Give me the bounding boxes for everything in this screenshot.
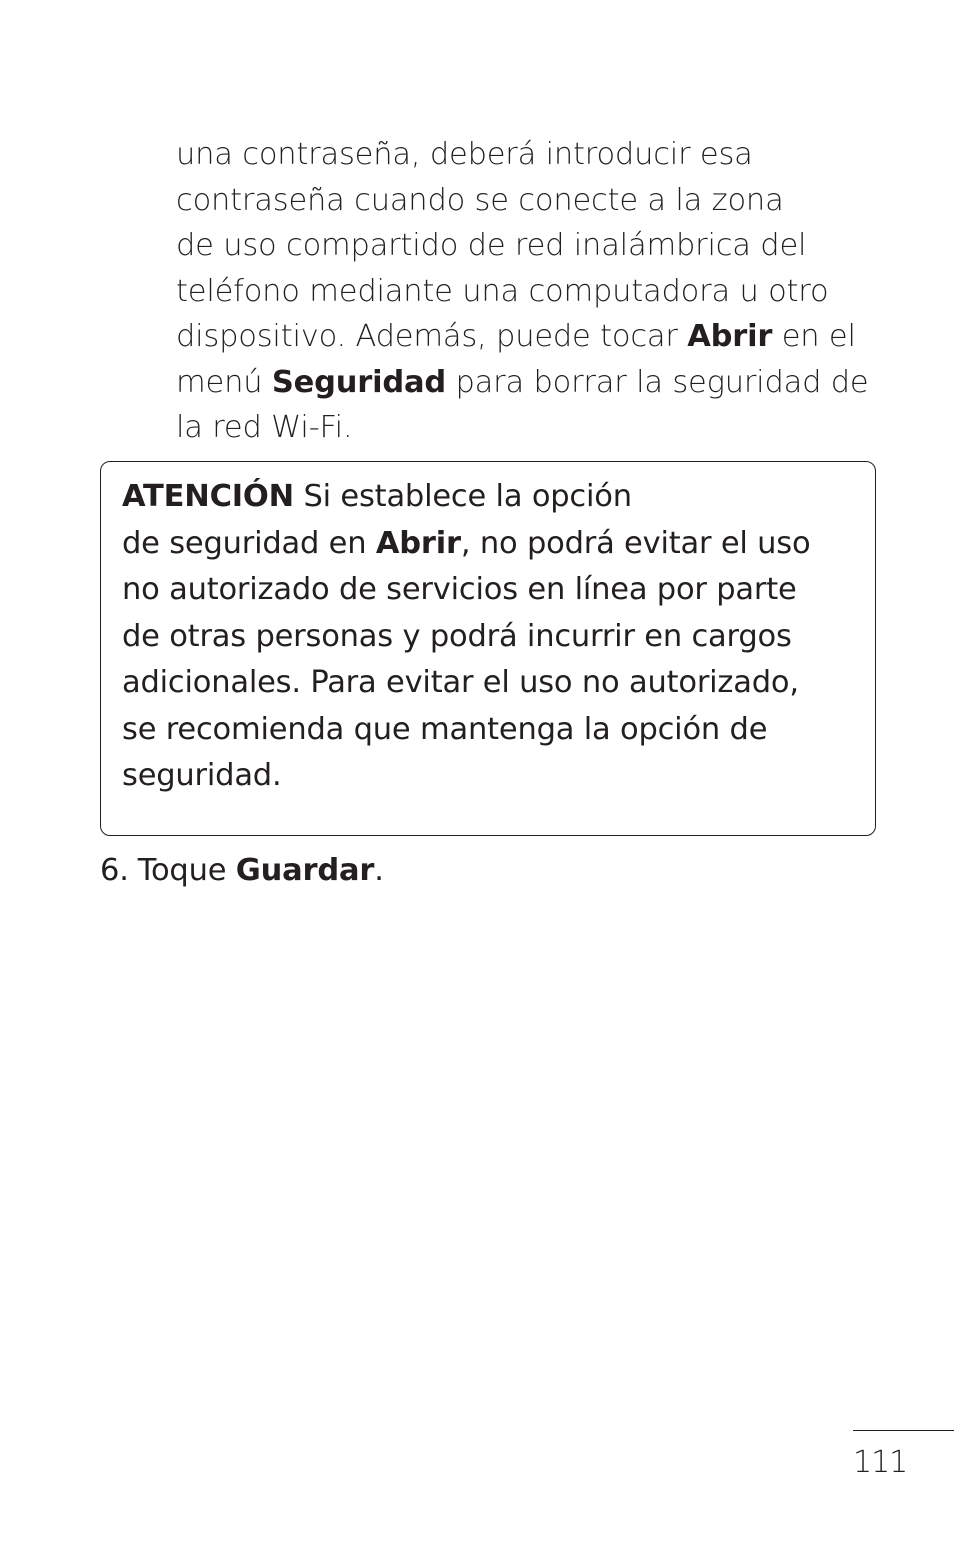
- paragraph-line: contraseña cuando se conecte a la zona: [176, 182, 784, 218]
- page-number: 111: [853, 1445, 908, 1480]
- paragraph-text: en el: [772, 319, 856, 354]
- caution-text: [122, 474, 862, 800]
- caution-line: seguridad.: [122, 758, 282, 793]
- paragraph-text: para borrar la seguridad de: [446, 364, 869, 400]
- caution-text-span: de seguridad en: [122, 525, 376, 561]
- caution-line: [122, 474, 862, 521]
- caution-label: ATENCIÓN: [122, 479, 294, 514]
- caution-text-span: Si establece la opción: [294, 479, 632, 514]
- paragraph-line: la red Wi-Fi.: [176, 410, 353, 445]
- guardar-term: Guardar: [235, 853, 375, 888]
- caution-line: no autorizado de servicios en línea por parte: [122, 572, 797, 607]
- paragraph-line: [176, 314, 876, 360]
- step-item: [100, 848, 384, 893]
- paragraph-line: [176, 360, 876, 406]
- caution-line: se recomienda que mantenga la opción de: [122, 711, 768, 747]
- paragraph-line: de uso compartido de red inalámbrica del: [176, 228, 807, 263]
- caution-line: adicionales. Para evitar el uso no autorizado,: [122, 665, 799, 700]
- paragraph-text: menú: [176, 364, 272, 400]
- step-text: Toque: [137, 853, 236, 888]
- abrir-term: Abrir: [375, 525, 461, 561]
- paragraph-line: teléfono mediante una computadora u otro: [176, 273, 829, 309]
- body-paragraph: [176, 132, 876, 451]
- abrir-term: Abrir: [687, 319, 773, 354]
- seguridad-term: Seguridad: [271, 364, 446, 400]
- step-punctuation: .: [374, 853, 384, 888]
- paragraph-text: dispositivo. Además, puede tocar: [176, 319, 688, 354]
- footer-divider: [853, 1430, 954, 1431]
- step-number: 6.: [100, 853, 129, 888]
- caution-line: de otras personas y podrá incurrir en cargos: [122, 618, 792, 654]
- caution-line: [122, 521, 862, 568]
- paragraph-line: una contraseña, deberá introducir esa: [176, 137, 753, 172]
- caution-text-span: , no podrá evitar el uso: [460, 525, 811, 561]
- caution-box: [100, 461, 876, 836]
